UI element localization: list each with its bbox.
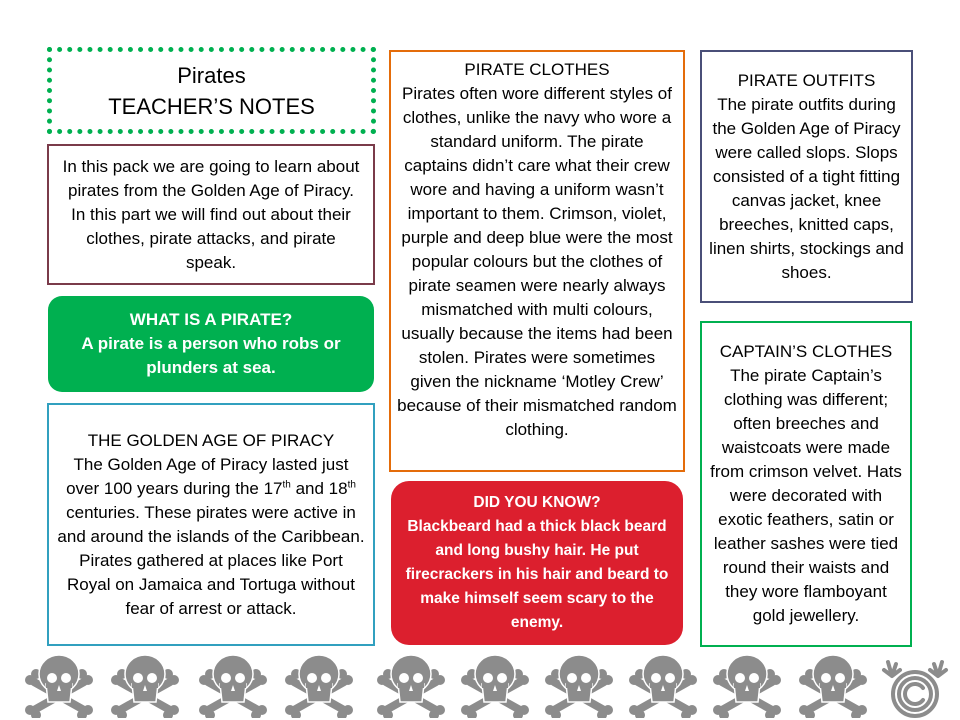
intro-text: In this pack we are going to learn about pirates from the Golden Age of Piracy. In this part we will find out about their clothes, pirate attacks, and pirate speak. [62,156,360,272]
skull-crossbones-icon [710,652,784,718]
what-is-a-pirate-box [48,296,374,392]
skull-crossbones-icon [796,652,870,718]
captains-clothes-heading: CAPTAIN’S CLOTHES [719,342,893,361]
skull-crossbones-icon [196,652,270,718]
skull-crossbones-icon [626,652,700,718]
pirate-clothes-box [389,50,685,472]
skull-crossbones-icon [458,652,532,718]
golden-age-text-a: The Golden Age of Piracy lasted just over 100 years during the 17 [66,454,349,498]
what-is-heading: WHAT IS A PIRATE? [129,310,293,329]
did-you-know-box [391,481,683,645]
pirate-clothes-text: Pirates often wore different styles of clothes, unlike the navy who wore a standard uniform. The pirate captains didn’t care what their crew wore and having a uniform wasn’t important to them. Crimson, violet, purple and deep blue were the most popular colours but the clothes of pirate seamen were nearly always mismatched with multi colours, usually because the items had been stolen. Pirates were sometimes given the nickname ‘Motley Crew’ because of their mismatched random clothing. [397,84,677,439]
intro-box [47,144,375,285]
what-is-text: A pirate is a person who robs or plunders at sea. [81,334,341,377]
skull-crossbones-icon [374,652,448,718]
golden-age-heading: THE GOLDEN AGE OF PIRACY [87,430,335,450]
footer-decoration [0,650,960,720]
skull-crossbones-icon [542,652,616,718]
skull-crossbones-icon [22,652,96,718]
golden-age-box [47,403,375,646]
superscript: th [347,478,356,490]
golden-age-text-c: centuries. These pirates were active in and around the islands of the Caribbean. Pirates gathered at places like Port Royal on Jamaica and Tortuga without fear of arrest or attack. [57,502,365,618]
superscript: th [282,478,291,490]
captains-clothes-text: The pirate Captain’s clothing was different; often breeches and waistcoats were made from crimson velvet. Hats were decorated with exotic feathers, satin or leather sashes were tied round their waists and they wore flamboyant gold jewellery. [710,366,902,625]
page-title: Pirates [177,62,246,88]
did-you-know-text: Blackbeard had a thick black beard and long bushy hair. He put firecrackers in his hair and beard to make himself seem scary to the enemy. [405,518,669,631]
golden-age-text-b: and 18 [290,478,348,498]
page-subtitle: TEACHER’S NOTES [108,93,315,119]
did-you-know-heading: DID YOU KNOW? [473,494,601,511]
title-box [47,47,376,134]
pirate-outfits-box [700,50,913,303]
moose-copyright-icon [878,654,952,720]
captains-clothes-box [700,321,912,647]
pirate-outfits-text: The pirate outfits during the Golden Age of Piracy were called slops. Slops consisted of a tight fitting canvas jacket, knee breeches, knitted caps, linen shirts, stockings and shoes. [709,94,904,282]
skull-crossbones-icon [282,652,356,718]
pirate-outfits-heading: PIRATE OUTFITS [737,70,876,90]
skull-crossbones-icon [108,652,182,718]
golden-age-text [57,453,365,621]
pirate-clothes-heading: PIRATE CLOTHES [464,60,610,79]
